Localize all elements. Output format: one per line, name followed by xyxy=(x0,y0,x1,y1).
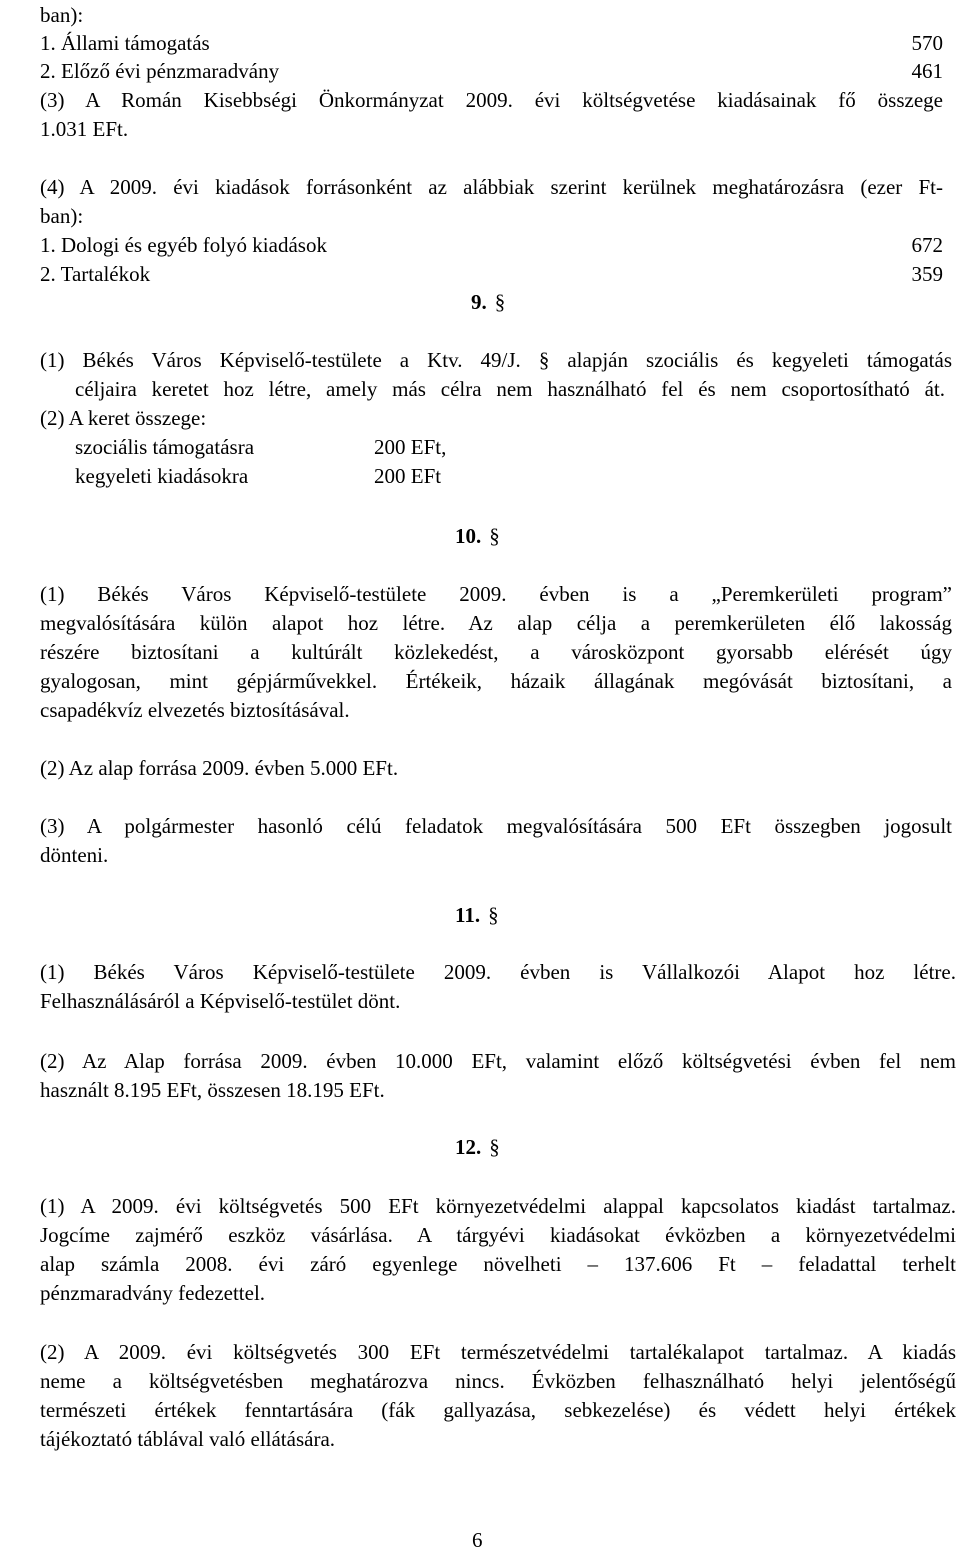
page-number: 6 xyxy=(472,1528,483,1552)
paragraph-line: dönteni. xyxy=(40,843,109,867)
list-item-label: 1. Dologi és egyéb folyó kiadások xyxy=(40,233,327,257)
section-heading xyxy=(455,524,500,549)
paragraph-line: céljaira keretet hoz létre, amely más célra nem használható fel és nem csoportosítható át. xyxy=(75,377,945,401)
paragraph-line: (2) A keret összege: xyxy=(40,406,207,430)
section-sign: § xyxy=(489,1135,500,1159)
paragraph-line: megvalósítására külön alapot hoz létre. Az alap célja a peremkerületen élő lakosság xyxy=(40,611,952,635)
paragraph-line: alap számla 2008. évi záró egyenlege növelheti – 137.606 Ft – feladattal terhelt xyxy=(40,1252,956,1276)
text-line: ban): xyxy=(40,3,84,27)
paragraph-line: (1) Békés Város Képviselő-testülete 2009. évben is Vállalkozói Alapot hoz létre. xyxy=(40,960,956,984)
paragraph-line: neme a költségvetésben meghatározva nincs. Évközben felhasználható helyi jelentőségű xyxy=(40,1369,956,1393)
paragraph-line: ban): xyxy=(40,204,84,228)
table-cell-label: szociális támogatásra xyxy=(75,435,255,459)
table-cell-value: 200 EFt, xyxy=(374,435,447,459)
paragraph-line: Jogcíme zajmérő eszköz vásárlása. A tárgyévi kiadásokat évközben a környezetvédelmi xyxy=(40,1223,956,1247)
list-item-value: 570 xyxy=(911,31,943,55)
table-cell-value: 200 EFt xyxy=(374,464,442,488)
list-item-label: 1. Állami támogatás xyxy=(40,31,210,55)
paragraph-line: gyalogosan, mint gépjárművekkel. Értékeik, házaik állagának megóvását biztosítani, a xyxy=(40,669,952,693)
paragraph-line: természeti értékek fenntartására (fák gallyazása, sebkezelése) és védett helyi értékek xyxy=(40,1398,956,1422)
list-item-label: 2. Tartalékok xyxy=(40,262,151,286)
paragraph-line: (2) A 2009. évi költségvetés 300 EFt természetvédelmi tartalékalapot tartalmaz. A kiadás xyxy=(40,1340,956,1364)
list-item-value: 672 xyxy=(911,233,943,257)
paragraph-line: (3) A polgármester hasonló célú feladatok megvalósítására 500 EFt összegben jogosult xyxy=(40,814,952,838)
paragraph-line: (1) Békés Város Képviselő-testülete a Ktv. 49/J. § alapján szociális és kegyeleti támogatás xyxy=(40,348,952,372)
table-cell-label: kegyeleti kiadásokra xyxy=(75,464,249,488)
list-item-value: 461 xyxy=(911,59,943,83)
section-number: 12. xyxy=(455,1135,482,1159)
paragraph-line: pénzmaradvány fedezettel. xyxy=(40,1281,266,1305)
section-heading xyxy=(471,290,505,315)
paragraph-line: 1.031 EFt. xyxy=(40,117,129,141)
paragraph-line: részére biztosítani a kultúrált közlekedést, a városközpont gyorsabb elérését úgy xyxy=(40,640,952,664)
paragraph-line: (4) A 2009. évi kiadások forrásonként az alábbiak szerint kerülnek meghatározásra (ezer Ft- xyxy=(40,175,943,199)
paragraph-line: (2) Az alap forrása 2009. évben 5.000 EFt. xyxy=(40,756,399,780)
paragraph-line: (3) A Román Kisebbségi Önkormányzat 2009. évi költségvetése kiadásainak fő összege xyxy=(40,88,943,112)
paragraph-line: tájékoztató táblával való ellátására. xyxy=(40,1427,336,1451)
section-sign: § xyxy=(488,903,499,927)
section-number: 11. xyxy=(455,903,481,927)
section-sign: § xyxy=(489,524,500,548)
section-number: 10. xyxy=(455,524,482,548)
paragraph-line: csapadékvíz elvezetés biztosításával. xyxy=(40,698,350,722)
section-heading xyxy=(455,903,499,928)
section-sign: § xyxy=(494,290,506,314)
paragraph-line: (1) Békés Város Képviselő-testülete 2009. évben is a „Peremkerületi program” xyxy=(40,582,952,606)
paragraph-line: Felhasználásáról a Képviselő-testület dönt. xyxy=(40,989,401,1013)
list-item-value: 359 xyxy=(911,262,943,286)
section-heading xyxy=(455,1135,500,1160)
list-item-label: 2. Előző évi pénzmaradvány xyxy=(40,59,280,83)
paragraph-line: (1) A 2009. évi költségvetés 500 EFt környezetvédelmi alappal kapcsolatos kiadást tartalmaz. xyxy=(40,1194,956,1218)
paragraph-line: használt 8.195 EFt, összesen 18.195 EFt. xyxy=(40,1078,385,1102)
section-number: 9. xyxy=(471,290,487,314)
paragraph-line: (2) Az Alap forrása 2009. évben 10.000 EFt, valamint előző költségvetési évben fel nem xyxy=(40,1049,956,1073)
